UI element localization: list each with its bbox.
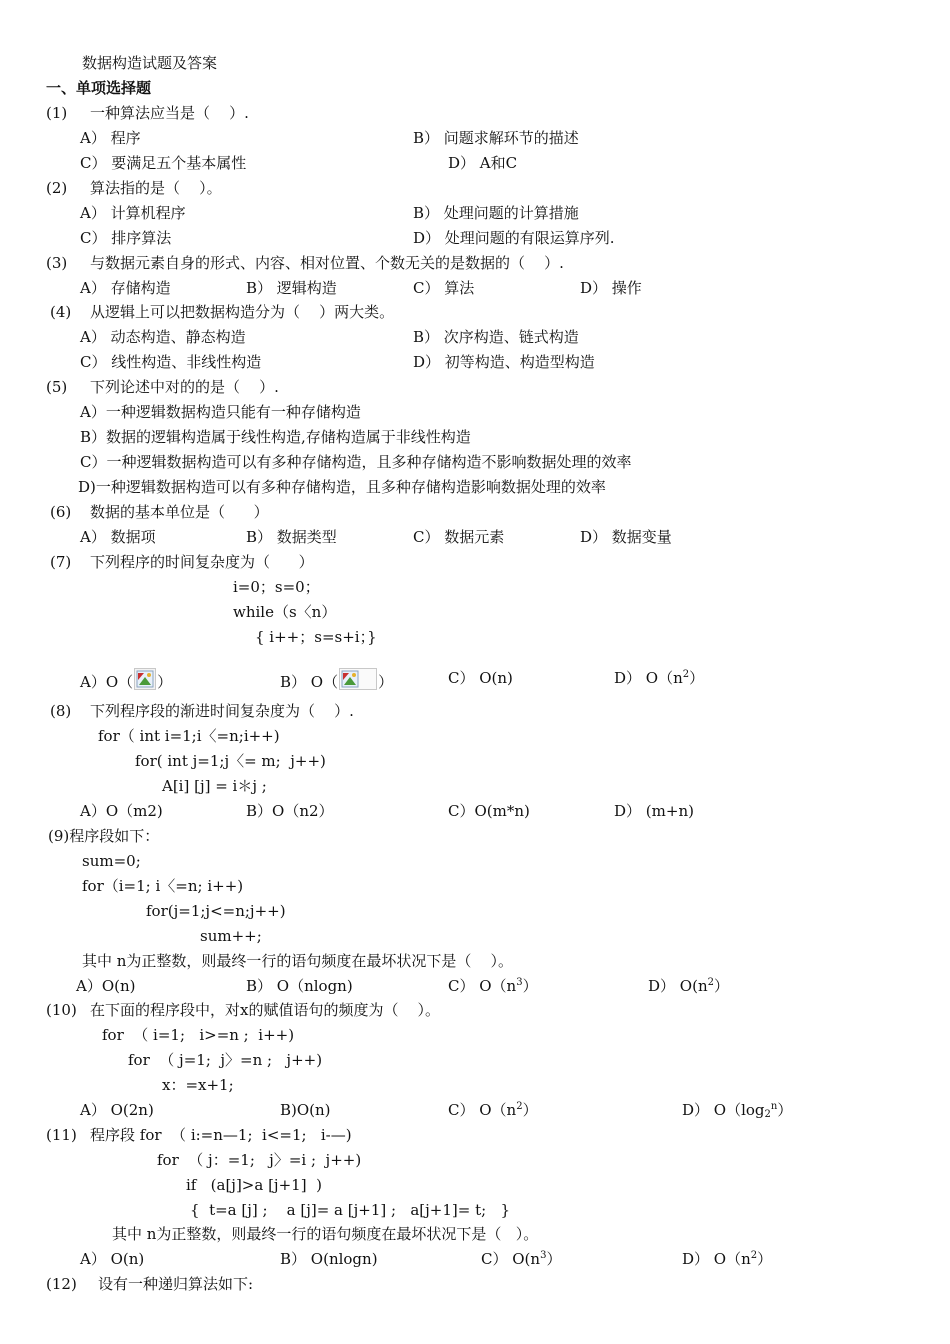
q11-option-d-close: ） (757, 1250, 773, 1268)
q9-option-d-close: ） (713, 977, 729, 995)
q7-option-a-close: ） (157, 673, 173, 691)
q11-option-b: B） O(nlogn) (280, 1250, 378, 1268)
q9-option-c-label: C） O（n (448, 977, 517, 995)
q7-option-d-exponent: 2 (682, 669, 690, 680)
q9-option-c-exponent: 3 (516, 977, 523, 988)
q7-option-d (614, 668, 704, 688)
q8-number: (8) (50, 702, 72, 720)
q2-option-d: D） 处理问题的有限运算序列. (413, 229, 615, 247)
q5-stem: 下列论述中对的的是（ ）. (90, 378, 279, 396)
q5-option-c: C）一种逻辑数据构造可以有多种存储构造，且多种存储构造不影响数据处理的效率 (80, 453, 632, 471)
q9-code-line-2: for（i=1; i〈=n; i++) (82, 877, 244, 895)
q7-option-d-close: ） (689, 669, 705, 687)
q12-stem: 设有一种递归算法如下: (98, 1275, 254, 1293)
q7-code-line-1: i=0；s=0； (233, 578, 320, 596)
q10-option-d-label: D） O（log (682, 1101, 765, 1119)
q1-option-d: D） A和C (448, 154, 518, 172)
q9-code-line-4: sum++; (200, 927, 262, 945)
q7-option-c: C） O(n) (448, 669, 513, 687)
q4-option-a: A） 动态构造、静态构造 (80, 328, 246, 346)
q9-stem: (9)程序段如下： (48, 827, 160, 845)
q11-option-c-exponent: 3 (540, 1250, 547, 1261)
q11-option-a: A） O(n) (80, 1250, 145, 1268)
q10-option-c-label: C） O（n (448, 1101, 517, 1119)
q6-number: (6) (50, 503, 72, 521)
q7-option-a (80, 668, 173, 691)
q9-code-line-3: for(j=1;j<=n;j++) (146, 902, 286, 920)
q7-code-line-2: while（s〈n） (233, 603, 337, 621)
q10-option-d-superscript: n (770, 1101, 778, 1112)
q2-stem: 算法指的是（ ）。 (90, 179, 222, 197)
q5-number: (5) (46, 378, 68, 396)
q7-number: (7) (50, 553, 72, 571)
q7-option-d-label: D） O（n (614, 669, 683, 687)
q5-option-a: A）一种逻辑数据构造只能有一种存储构造 (80, 403, 361, 421)
q8-option-b: B）O（n2） (246, 802, 334, 820)
q11-code-line-2: if (a[j]>a [j+1] ) (186, 1176, 322, 1194)
q4-option-c: C） 线性构造、非线性构造 (80, 353, 262, 371)
q8-code-line-2: for( int j=1;j〈= m; j++) (135, 752, 326, 770)
q7-option-b (280, 668, 394, 691)
q2-option-c: C） 排序算法 (80, 229, 172, 247)
q3-option-b: B） 逻辑构造 (246, 279, 337, 297)
q3-option-c: C） 算法 (413, 279, 475, 297)
doc-title: 数据构造试题及答案 (82, 54, 218, 72)
q10-option-c (448, 1100, 538, 1120)
q2-option-b: B） 处理问题的计算措施 (413, 204, 579, 222)
q9-option-a: A）O(n) (76, 977, 136, 995)
broken-image-icon (134, 668, 156, 690)
q8-code-line-1: for（ int i=1;i〈=n;i++) (98, 727, 280, 745)
q5-option-b: B）数据的逻辑构造属于线性构造,存储构造属于非线性构造 (80, 428, 471, 446)
q7-option-b-close: ） (378, 673, 394, 691)
q1-number: (1) (46, 104, 68, 122)
q9-code-line-1: sum=0; (82, 852, 141, 870)
q9-option-d (648, 976, 729, 996)
q11-code-line-1: for （ j：=1; j〉=i ; j++) (157, 1151, 362, 1169)
q11-option-d-label: D） O（n (682, 1250, 751, 1268)
q11-option-c-close: ） (546, 1250, 562, 1268)
q11-option-d (682, 1249, 772, 1269)
q10-option-d (682, 1100, 792, 1120)
q4-option-b: B） 次序构造、链式构造 (413, 328, 579, 346)
q3-option-d: D） 操作 (580, 279, 642, 297)
q3-option-a: A） 存储构造 (80, 279, 171, 297)
q9-option-c-close: ） (522, 977, 538, 995)
q10-option-c-exponent: 2 (516, 1101, 523, 1112)
q2-option-a: A） 计算机程序 (80, 204, 186, 222)
q11-stem: 程序段 for （ i:=n—1; i<=1; i-—) (90, 1126, 352, 1144)
q10-option-a: A） O(2n) (80, 1101, 154, 1119)
q9-option-d-exponent: 2 (707, 977, 714, 988)
q3-stem: 与数据元素自身的形式、内容、相对位置、个数无关的是数据的（ ）. (90, 254, 564, 272)
q10-stem: 在下面的程序段中，对x的赋值语句的频度为（ ）。 (90, 1001, 441, 1019)
q6-option-c: C） 数据元素 (413, 528, 505, 546)
q7-code-line-3: { i++；s=s+i；} (255, 628, 377, 646)
q7-option-b-label: B） O（ (280, 673, 339, 691)
q11-number: (11) (46, 1126, 77, 1144)
q10-option-d-subscript: 2 (764, 1109, 771, 1120)
q11-option-d-exponent: 2 (750, 1250, 758, 1261)
q1-stem: 一种算法应当是（ ）. (90, 104, 249, 122)
q12-number: (12) (46, 1275, 77, 1293)
q2-number: (2) (46, 179, 68, 197)
broken-image-icon (339, 668, 377, 690)
q7-option-a-label: A）O（ (80, 673, 134, 691)
q11-option-c-label: C） O(n (481, 1250, 541, 1268)
q6-option-a: A） 数据项 (80, 528, 156, 546)
q9-option-c (448, 976, 538, 996)
q10-number: (10) (46, 1001, 77, 1019)
q6-option-d: D） 数据变量 (580, 528, 672, 546)
q5-option-d: D)一种逻辑数据构造可以有多种存储构造，且多种存储构造影响数据处理的效率 (78, 478, 606, 496)
q9-option-b: B） O（nlogn) (246, 977, 353, 995)
q9-question: 其中 n为正整数，则最终一行的语句频度在最坏状况下是（ ）。 (82, 952, 514, 970)
q6-stem: 数据的基本单位是（ ） (90, 503, 269, 521)
q8-option-d: D） (m+n) (614, 802, 694, 820)
q11-question: 其中 n为正整数，则最终一行的语句频度在最坏状况下是（ ）。 (112, 1225, 539, 1243)
q10-option-b: B)O(n) (280, 1101, 331, 1119)
q4-number: (4) (50, 303, 72, 321)
q10-option-c-close: ） (522, 1101, 538, 1119)
q11-option-c (481, 1249, 561, 1269)
q1-option-a: A） 程序 (80, 129, 141, 147)
q8-option-a: A）O（m2) (80, 802, 163, 820)
q6-option-b: B） 数据类型 (246, 528, 337, 546)
q10-code-line-3: x：=x+1; (162, 1076, 234, 1094)
q4-stem: 从逻辑上可以把数据构造分为（ ）两大类。 (90, 303, 395, 321)
q10-option-d-close: ） (777, 1101, 793, 1119)
q10-code-line-1: for （ i=1; i>=n ; i++) (102, 1026, 295, 1044)
q8-code-line-3: A[i] [j] = i＊j ; (162, 777, 267, 795)
q1-option-b: B） 问题求解环节的描述 (413, 129, 579, 147)
section-heading: 一、单项选择题 (46, 79, 152, 97)
q9-option-d-label: D） O(n (648, 977, 708, 995)
q8-option-c: C）O(m*n) (448, 802, 530, 820)
q11-code-line-3: { t=a [j] ; a [j]= a [j+1] ; a[j+1]= t; } (190, 1201, 511, 1219)
q1-option-c: C） 要满足五个基本属性 (80, 154, 247, 172)
q7-stem: 下列程序的时间复杂度为（ ） (90, 553, 314, 571)
q4-option-d: D） 初等构造、构造型构造 (413, 353, 595, 371)
q8-stem: 下列程序段的渐进时间复杂度为（ ）. (90, 702, 354, 720)
q3-number: (3) (46, 254, 68, 272)
q10-code-line-2: for （ j=1; j〉=n ; j++) (128, 1051, 323, 1069)
